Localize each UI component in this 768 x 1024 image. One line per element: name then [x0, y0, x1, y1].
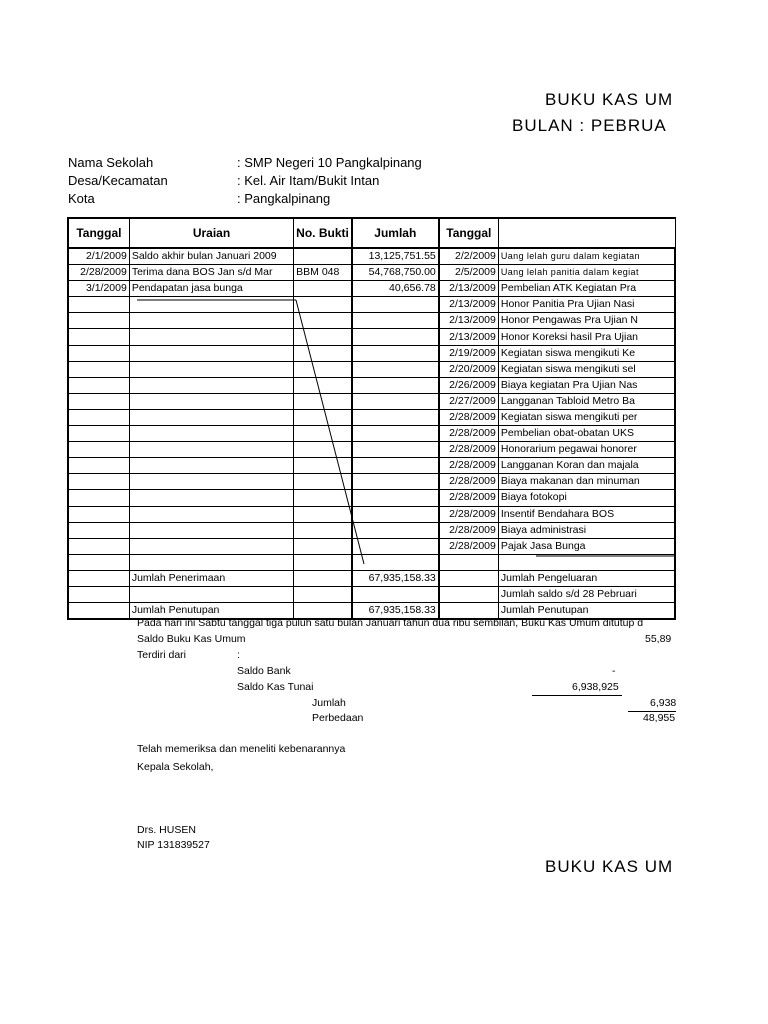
cell-uraian-out: Jumlah saldo s/d 28 Pebruari [498, 586, 675, 602]
tunai-value: 6,938,925 [572, 681, 619, 693]
cell-uraian-out: Jumlah Pengeluaran [498, 570, 675, 586]
cell-tanggal-out: 2/13/2009 [439, 281, 499, 297]
document-title: BUKU KAS UM [545, 90, 674, 109]
cell-tanggal-out: 2/28/2009 [439, 426, 499, 442]
cell-tanggal-out: 2/26/2009 [439, 377, 499, 393]
cell-uraian: Jumlah Penerimaan [129, 570, 293, 586]
cell-tanggal-out: 2/20/2009 [439, 361, 499, 377]
cell-tanggal-out: 2/5/2009 [439, 265, 499, 281]
cell-uraian-out: Pembelian ATK Kegiatan Pra [498, 281, 675, 297]
cell-tanggal-out: 2/28/2009 [439, 474, 499, 490]
closing-statement: Pada hari ini Sabtu tanggal tiga puluh satu bulan Januari tahun dua ribu sembilan, Buku Kas Umum ditutup d [137, 617, 644, 629]
next-page-title: BUKU KAS UM [545, 857, 674, 876]
cell-tanggal-out: 2/28/2009 [439, 458, 499, 474]
header-tanggal: Tanggal [68, 218, 129, 248]
cell-uraian-out: Honor Panitia Pra Ujian Nasi [498, 297, 675, 313]
principal-title: Kepala Sekolah, [137, 761, 214, 773]
cell-tanggal: 3/1/2009 [68, 281, 129, 297]
cell-jumlah: 67,935,158.33 [352, 603, 439, 620]
cell-tanggal-out: 2/13/2009 [439, 313, 499, 329]
cell-jumlah: 13,125,751.55 [352, 248, 439, 265]
jumlah-value: 6,938 [650, 697, 676, 709]
cell-uraian: Pendapatan jasa bunga [129, 281, 293, 297]
header-no-bukti: No. Bukti [294, 218, 352, 248]
signatory-nip: NIP 131839527 [137, 839, 210, 851]
perbedaan-value: 48,955 [643, 712, 676, 724]
cell-tanggal-out: 2/28/2009 [439, 442, 499, 458]
saldo-value: 55,89 [645, 633, 672, 645]
cell-tanggal-out: 2/28/2009 [439, 490, 499, 506]
cell-uraian-out: Pembelian obat-obatan UKS [498, 426, 675, 442]
sum-underline [532, 695, 622, 696]
cell-tanggal-out: 2/28/2009 [439, 538, 499, 554]
cell-jumlah: 67,935,158.33 [352, 570, 439, 586]
tunai-label: Saldo Kas Tunai [237, 681, 314, 693]
cell-uraian-out: Kegiatan siswa mengikuti per [498, 409, 675, 425]
cell-uraian-out: Biaya administrasi [498, 522, 675, 538]
header-jumlah: Jumlah [352, 218, 439, 248]
cell-tanggal: 2/28/2009 [68, 265, 129, 281]
cell-uraian-out: Jumlah Penutupan [498, 603, 675, 620]
info-label-city: Kota [68, 191, 95, 206]
signatory-name: Drs. HUSEN [137, 824, 196, 836]
cell-uraian-out: Insentif Bendahara BOS [498, 506, 675, 522]
cell-tanggal-out: 2/28/2009 [439, 409, 499, 425]
cell-tanggal-out: 2/2/2009 [439, 248, 499, 265]
cell-uraian-out: Kegiatan siswa mengikuti sel [498, 361, 675, 377]
cell-uraian-out: Honorarium pegawai honorer [498, 442, 675, 458]
cell-uraian-out: Honor Pengawas Pra Ujian N [498, 313, 675, 329]
cell-tanggal-out: 2/27/2009 [439, 393, 499, 409]
cell-uraian: Terima dana BOS Jan s/d Mar [129, 265, 293, 281]
cell-uraian-out: Honor Koreksi hasil Pra Ujian [498, 329, 675, 345]
cell-uraian-out: Uang lelah panitia dalam kegiat [498, 265, 675, 281]
header-tanggal-out: Tanggal [439, 218, 499, 248]
cell-uraian-out: Kegiatan siswa mengikuti Ke [498, 345, 675, 361]
cell-uraian-out: Langganan Koran dan majala [498, 458, 675, 474]
cell-tanggal: 2/1/2009 [68, 248, 129, 265]
header-uraian: Uraian [129, 218, 293, 248]
check-statement: Telah memeriksa dan meneliti kebenarannya [137, 743, 346, 755]
cell-tanggal-out: 2/28/2009 [439, 522, 499, 538]
cell-uraian: Saldo akhir bulan Januari 2009 [129, 248, 293, 265]
cell-tanggal-out: 2/13/2009 [439, 297, 499, 313]
cell-uraian-out: Langganan Tabloid Metro Ba [498, 393, 675, 409]
info-label-school: Nama Sekolah [68, 155, 154, 170]
cell-jumlah: 54,768,750.00 [352, 265, 439, 281]
jumlah-label: Jumlah [312, 697, 346, 709]
cell-tanggal-out: 2/13/2009 [439, 329, 499, 345]
cell-uraian-out: Uang lelah guru dalam kegiatan [498, 248, 675, 265]
saldo-label: Saldo Buku Kas Umum [137, 633, 246, 645]
bank-value: - [612, 665, 616, 677]
perbedaan-label: Perbedaan [312, 712, 364, 724]
cell-no-bukti: BBM 048 [294, 265, 352, 281]
terdiri-label: Terdiri dari [137, 649, 187, 661]
cell-tanggal-out: 2/19/2009 [439, 345, 499, 361]
info-value-city: : Pangkalpinang [237, 191, 331, 206]
info-value-district: : Kel. Air Itam/Bukit Intan [237, 173, 380, 188]
cell-uraian: Jumlah Penutupan [129, 603, 293, 620]
document-subtitle: BULAN : PEBRUA [512, 116, 667, 135]
cell-uraian-out: Biaya kegiatan Pra Ujian Nas [498, 377, 675, 393]
cell-uraian-out: Biaya makanan dan minuman [498, 474, 675, 490]
cell-uraian-out: Biaya fotokopi [498, 490, 675, 506]
bank-label: Saldo Bank [237, 665, 291, 677]
info-value-school: : SMP Negeri 10 Pangkalpinang [237, 155, 422, 170]
info-label-district: Desa/Kecamatan [68, 173, 168, 188]
cell-jumlah: 40,656.78 [352, 281, 439, 297]
terdiri-colon: : [237, 649, 240, 661]
cell-tanggal-out: 2/28/2009 [439, 506, 499, 522]
cell-uraian-out: Pajak Jasa Bunga [498, 538, 675, 554]
